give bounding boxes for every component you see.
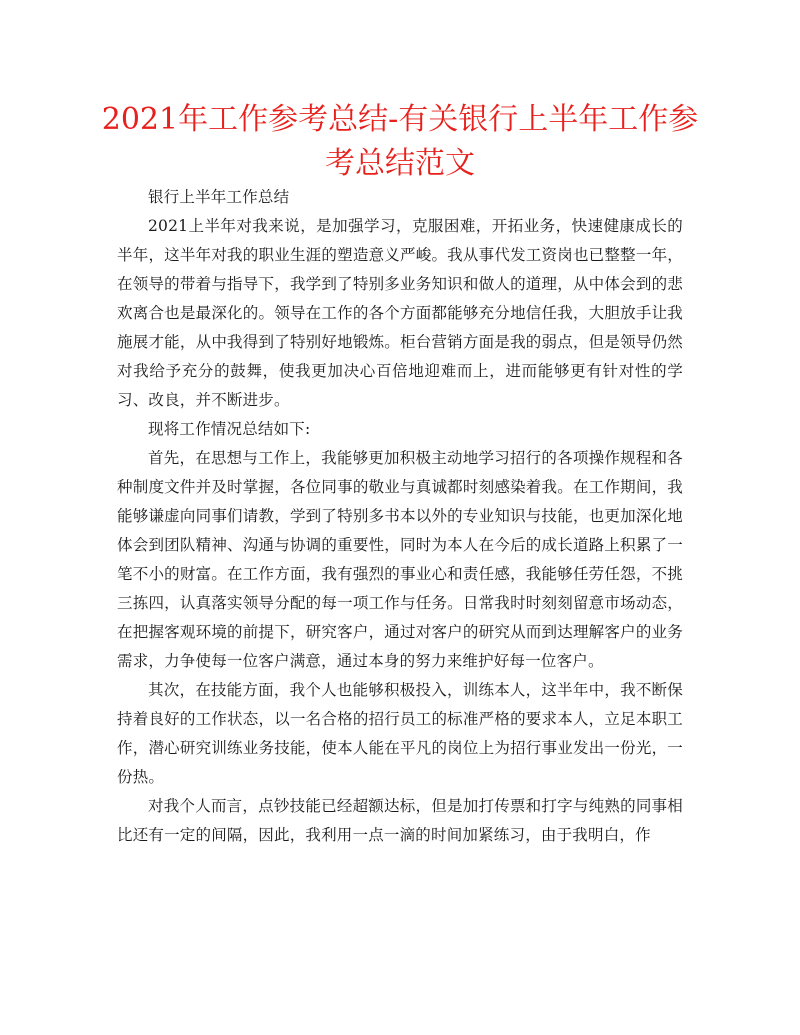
paragraph: 2021上半年对我来说，是加强学习，克服困难，开拓业务，快速健康成长的半年，这半年对我的职业生涯的塑造意义严峻。我从事代发工资岗也已整整一年，在领导的带着与指导下，我学到了特别多业务知识和做人的道理，从中体会到的悲欢离合也是最深化的。领导在工作的各个方面都能够充分地信任我，大胆放手让我施展才能，从中我得到了特别好地锻炼。柜台营销方面是我的弱点，但是领导仍然对我给予充分的鼓舞，使我更加决心百倍地迎难而上，进而能够更有针对性的学习、改良，并不断进步。 bbox=[117, 217, 683, 409]
paragraph: 其次，在技能方面，我个人也能够积极投入，训练本人，这半年中，我不断保持着良好的工作状态，以一名合格的招行员工的标准严格的要求本人，立足本职工作，潜心研究训练业务技能，使本人能在平凡的岗位上为招行事业发出一份光，一份热。 bbox=[117, 681, 683, 786]
paragraph: 现将工作情况总结如下: bbox=[148, 420, 311, 438]
document-body bbox=[117, 183, 683, 850]
paragraph: 对我个人而言，点钞技能已经超额达标，但是加打传票和打字与纯熟的同事相比还有一定的间隔，因此，我利用一点一滴的时间加紧练习，由于我明白，作 bbox=[117, 797, 683, 844]
document-title: 2021年工作参考总结-有关银行上半年工作参考总结范文 bbox=[101, 102, 699, 181]
paragraph: 首先，在思想与工作上，我能够更加积极主动地学习招行的各项操作规程和各种制度文件并及时掌握，各位同事的敬业与真诚都时刻感染着我。在工作期间，我能够谦虚向同事们请教，学到了特别多书本以外的专业知识与技能，也更加深化地体会到团队精神、沟通与协调的重要性，同时为本人在今后的成长道路上积累了一笔不小的财富。在工作方面，我有强烈的事业心和责任感，我能够任劳任怨，不挑三拣四，认真落实领导分配的每一项工作与任务。日常我时时刻刻留意市场动态，在把握客观环境的前提下，研究客户，通过对客户的研究从而到达理解客户的业务需求，力争使每一位客户满意，通过本身的努力来维护好每一位客户。 bbox=[117, 449, 683, 670]
paragraph-subtitle: 银行上半年工作总结 bbox=[148, 188, 290, 206]
